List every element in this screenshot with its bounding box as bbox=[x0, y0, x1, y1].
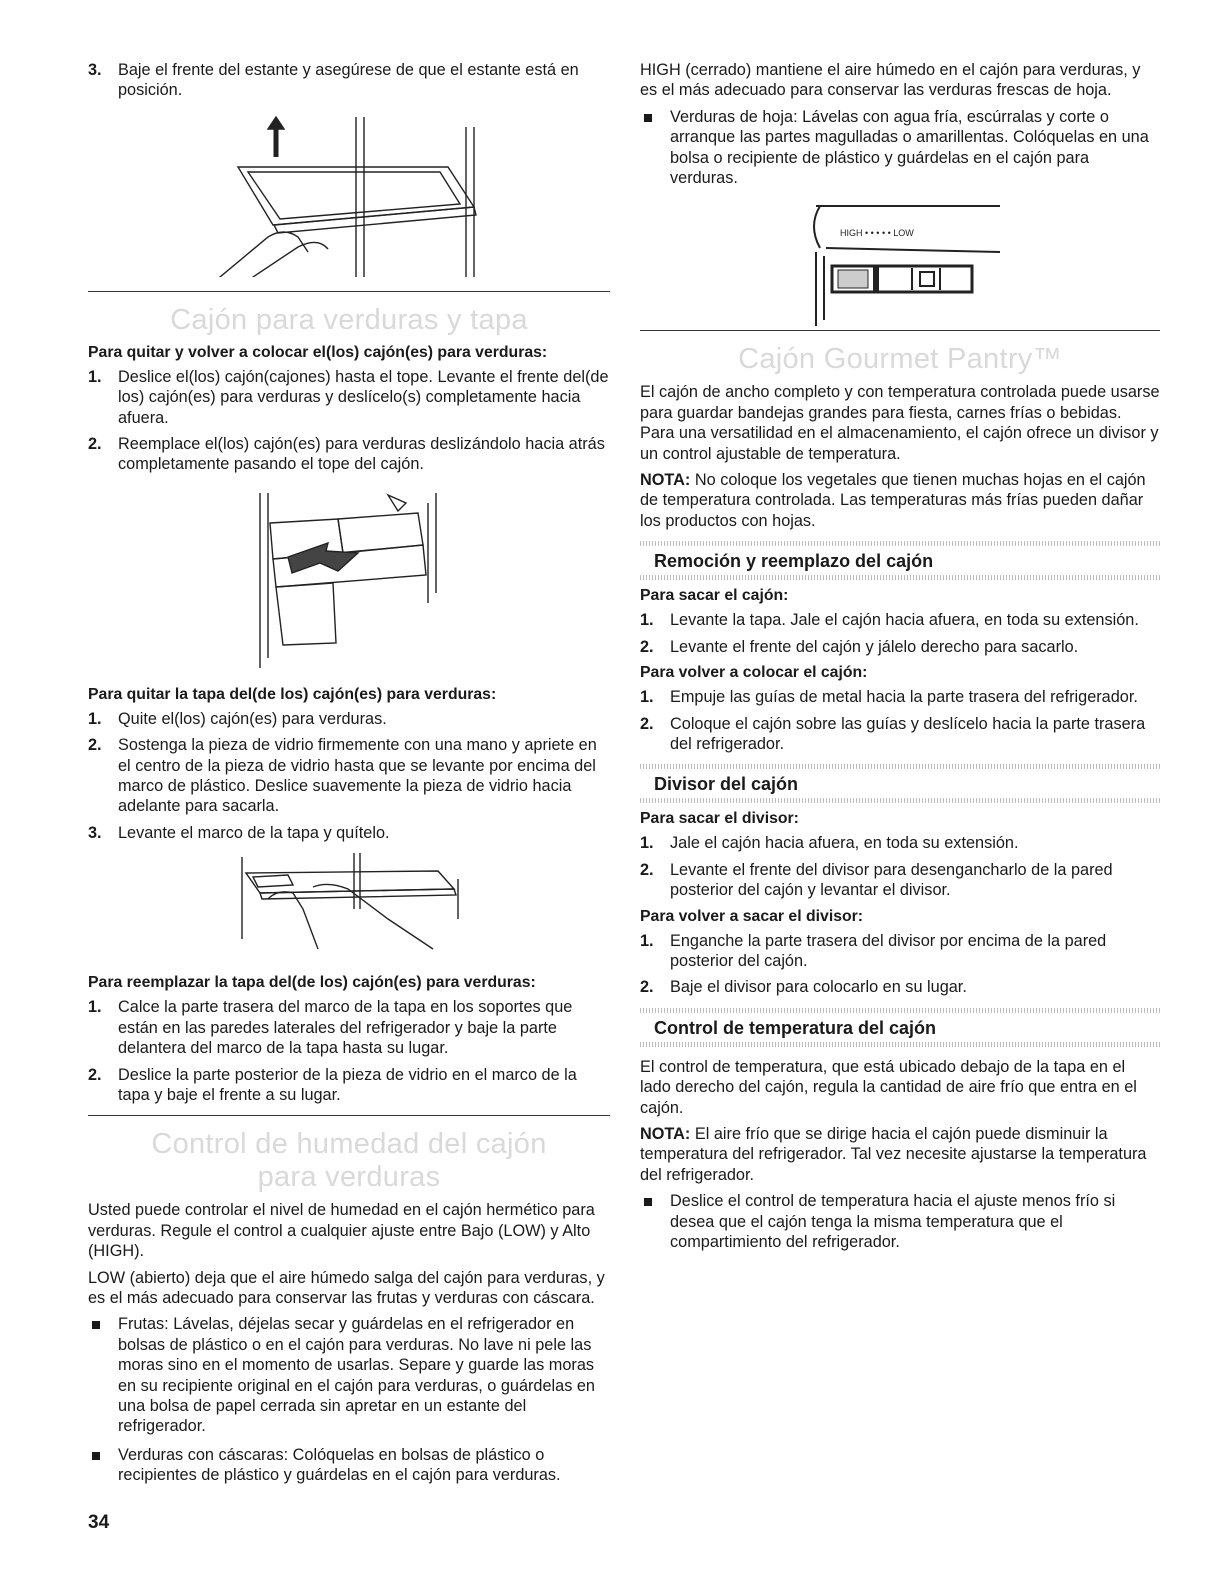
left-column bbox=[88, 60, 610, 1494]
humidity-section-title: Control de humedad del cajón para verduras bbox=[151, 1128, 547, 1194]
step-text: Empuje las guías de metal hacia la parte trasera del refrigerador. bbox=[670, 688, 1138, 707]
removal-banner-title: Remoción y reemplazo del cajón bbox=[654, 551, 934, 572]
replace-divider-heading: Para volver a sacar el divisor: bbox=[640, 907, 864, 925]
leafy-vegetables-bullet bbox=[640, 107, 1160, 189]
step-item bbox=[640, 687, 1160, 707]
step-item bbox=[640, 931, 1160, 972]
shelf-illustration bbox=[88, 107, 610, 277]
humidity-low-text: LOW (abierto) deja que el aire húmedo salga del cajón para verduras, y es el más adecuado para conservar las frutas y verduras con cáscara. bbox=[88, 1268, 605, 1307]
temperature-banner bbox=[640, 1008, 1160, 1047]
step-number: 2. bbox=[640, 637, 654, 656]
note-text: El aire frío que se dirige hacia el cajón puede disminuir la temperatura del refrigerador. Tal vez necesite ajustarse la temperatura del refrigerador. bbox=[640, 1124, 1147, 1184]
remove-crisper-steps bbox=[88, 367, 610, 475]
step-text: Levante el frente del cajón y jálelo derecho para sacarlo. bbox=[670, 637, 1079, 656]
humidity-intro: Usted puede controlar el nivel de humedad en el cajón hermético para verduras. Regule el control a cualquier ajuste entre Bajo (LOW) y Alto (HIGH). bbox=[88, 1201, 595, 1261]
step-number: 2. bbox=[88, 1065, 102, 1084]
step-number: 2. bbox=[88, 435, 102, 454]
pantry-section-title: Cajón Gourmet Pantry™ bbox=[738, 343, 1062, 376]
step-text: Baje el frente del estante y asegúrese de que el estante está en posición. bbox=[118, 61, 579, 100]
replace-drawer-heading: Para volver a colocar el cajón: bbox=[640, 664, 868, 682]
step-item bbox=[640, 610, 1160, 630]
remove-cover-heading: Para quitar la tapa del(de los) cajón(es) para verduras: bbox=[88, 685, 497, 703]
step-text: Calce la parte trasera del marco de la tapa en los soportes que están en las paredes laterales del refrigerador y baje la parte delantera del marco de la tapa hasta su lugar. bbox=[118, 998, 573, 1058]
humidity-dial-label: HIGH • • • • • LOW bbox=[840, 228, 914, 239]
step-item bbox=[88, 1065, 610, 1106]
bullet-item bbox=[88, 1314, 610, 1436]
pantry-description: El cajón de ancho completo y con temperatura controlada puede usarse para guardar bandejas grandes para fiesta, carnes frías o bebidas. Para una versatilidad en el almacenamiento, el cajón ofrece un divisor y un control ajustable de temperatura. bbox=[640, 383, 1160, 463]
replace-divider-steps bbox=[640, 931, 1160, 998]
crisper-section-title: Cajón para verduras y tapa bbox=[170, 303, 528, 336]
temperature-note bbox=[640, 1124, 1160, 1185]
step-number: 1. bbox=[640, 611, 654, 630]
pantry-note bbox=[640, 470, 1160, 531]
temperature-description: El control de temperatura, que está ubicado debajo de la tapa en el lado derecho del cajón, regula la cantidad de aire frío que entra en el cajón. bbox=[640, 1057, 1137, 1117]
crisper-cover-illustration bbox=[88, 849, 610, 959]
section-divider bbox=[640, 330, 1160, 331]
temperature-bullet bbox=[640, 1191, 1160, 1252]
take-out-divider-heading: Para sacar el divisor: bbox=[640, 810, 799, 828]
step-text: Quite el(los) cajón(es) para verduras. bbox=[118, 709, 387, 728]
step-item bbox=[88, 367, 610, 428]
page-number: 34 bbox=[88, 1512, 110, 1533]
step-number: 2. bbox=[640, 714, 654, 733]
bullet-text: Deslice el control de temperatura hacia el ajuste menos frío si desea que el cajón tenga la misma temperatura que el compartimiento del refrigerador. bbox=[670, 1192, 1116, 1251]
step-number: 1. bbox=[88, 367, 102, 386]
step-item bbox=[88, 823, 610, 843]
step-text: Jale el cajón hacia afuera, en toda su extensión. bbox=[670, 834, 1019, 853]
step-number: 3. bbox=[88, 823, 102, 842]
humidity-control-illustration bbox=[640, 196, 1160, 326]
step-number: 2. bbox=[88, 736, 102, 755]
step-text: Deslice la parte posterior de la pieza de vidrio en el marco de la tapa y baje el frente a su lugar. bbox=[118, 1065, 577, 1104]
step-item bbox=[640, 714, 1160, 755]
bullet-text: Frutas: Lávelas, déjelas secar y guárdelas en el refrigerador en bolsas de plástico o en el cajón para verduras. No lave ni pele las moras sino en el momento de usarlas. Separe y guarde las moras en su recipiente original en el cajón para verduras, o guárdelas en una bolsa de papel cerrada sin apretar en un estante del refrigerador. bbox=[118, 1315, 595, 1436]
step-item bbox=[88, 434, 610, 475]
step-number: 2. bbox=[640, 860, 654, 879]
replace-cover-steps bbox=[88, 997, 610, 1105]
note-label: NOTA: bbox=[640, 471, 691, 490]
step-text: Sostenga la pieza de vidrio firmemente con una mano y apriete en el centro de la pieza de vidrio hasta que se levante por encima del marco de plástico. Deslice suavemente la pieza de vidrio hacia adelante para sacarla. bbox=[118, 736, 597, 816]
step-text: Levante la tapa. Jale el cajón hacia afuera, en toda su extensión. bbox=[670, 611, 1139, 630]
step-text: Coloque el cajón sobre las guías y deslícelo hacia la parte trasera del refrigerador. bbox=[670, 714, 1146, 753]
step-item bbox=[88, 735, 610, 817]
divider-banner-title: Divisor del cajón bbox=[654, 774, 799, 795]
step-number: 3. bbox=[88, 61, 102, 79]
step-number: 1. bbox=[640, 931, 654, 950]
step-number: 2. bbox=[640, 978, 654, 997]
humidity-high-text: HIGH (cerrado) mantiene el aire húmedo en el cajón para verduras, y es el más adecuado para conservar las verduras frescas de hoja. bbox=[640, 61, 1141, 100]
bullet-item bbox=[88, 1445, 610, 1486]
temperature-banner-title: Control de temperatura del cajón bbox=[654, 1017, 937, 1038]
step-text: Levante el marco de la tapa y quítelo. bbox=[118, 823, 390, 842]
take-out-drawer-heading: Para sacar el cajón: bbox=[640, 587, 789, 605]
step-text: Reemplace el(los) cajón(es) para verduras deslizándolo hacia atrás completamente pasando el tope del cajón. bbox=[118, 435, 605, 474]
humidity-bullets bbox=[88, 1314, 610, 1485]
section-divider bbox=[88, 291, 610, 292]
step-number: 1. bbox=[640, 834, 654, 853]
right-column bbox=[640, 60, 1160, 1260]
remove-cover-steps bbox=[88, 709, 610, 843]
replace-drawer-steps bbox=[640, 687, 1160, 754]
shelf-step-3 bbox=[88, 60, 610, 101]
step-number: 1. bbox=[88, 998, 102, 1017]
step-item bbox=[88, 709, 610, 729]
step-item bbox=[640, 637, 1160, 657]
remove-crisper-heading: Para quitar y volver a colocar el(los) cajón(es) para verduras: bbox=[88, 343, 548, 361]
step-text: Levante el frente del divisor para desengancharlo de la pared posterior del cajón y levantar el divisor. bbox=[670, 860, 1113, 900]
bullet-mark bbox=[640, 1191, 670, 1252]
step-text: Baje el divisor para colocarlo en su lugar. bbox=[670, 978, 967, 997]
step-item bbox=[640, 977, 1160, 997]
step-text: Deslice el(los) cajón(cajones) hasta el tope. Levante el frente del(de los) cajón(es) para verduras y deslícelo(s) completamente hacia afuera. bbox=[118, 367, 609, 427]
bullet-text: Verduras con cáscaras: Colóquelas en bolsas de plástico o recipientes de plástico y guárdelas en el cajón para verduras. bbox=[118, 1445, 561, 1485]
section-divider bbox=[88, 1115, 610, 1116]
step-item bbox=[88, 997, 610, 1058]
step-number: 1. bbox=[640, 688, 654, 707]
note-label: NOTA: bbox=[640, 1124, 691, 1143]
bullet-mark bbox=[640, 107, 670, 189]
step-item bbox=[640, 833, 1160, 853]
note-text: No coloque los vegetales que tienen muchas hojas en el cajón de temperatura controlada. Las temperaturas más frías pueden dañar los productos con hojas. bbox=[640, 471, 1146, 530]
take-out-divider-steps bbox=[640, 833, 1160, 900]
step-item bbox=[640, 860, 1160, 901]
replace-cover-heading: Para reemplazar la tapa del(de los) cajón(es) para verduras: bbox=[88, 974, 536, 992]
step-number: 1. bbox=[88, 709, 102, 728]
bullet-text: Verduras de hoja: Lávelas con agua fría, escúrralas y corte o arranque las partes magulladas o amarillentas. Colóquelas en una bolsa o recipiente de plástico y guárdelas en el cajón para verduras. bbox=[670, 107, 1149, 188]
bullet-mark bbox=[88, 1314, 118, 1436]
step-text: Enganche la parte trasera del divisor por encima de la pared posterior del cajón. bbox=[670, 931, 1107, 970]
crisper-drawer-illustration bbox=[88, 483, 610, 673]
removal-banner bbox=[640, 541, 1160, 580]
take-out-drawer-steps bbox=[640, 610, 1160, 657]
bullet-mark bbox=[88, 1445, 118, 1486]
divider-banner bbox=[640, 764, 1160, 803]
